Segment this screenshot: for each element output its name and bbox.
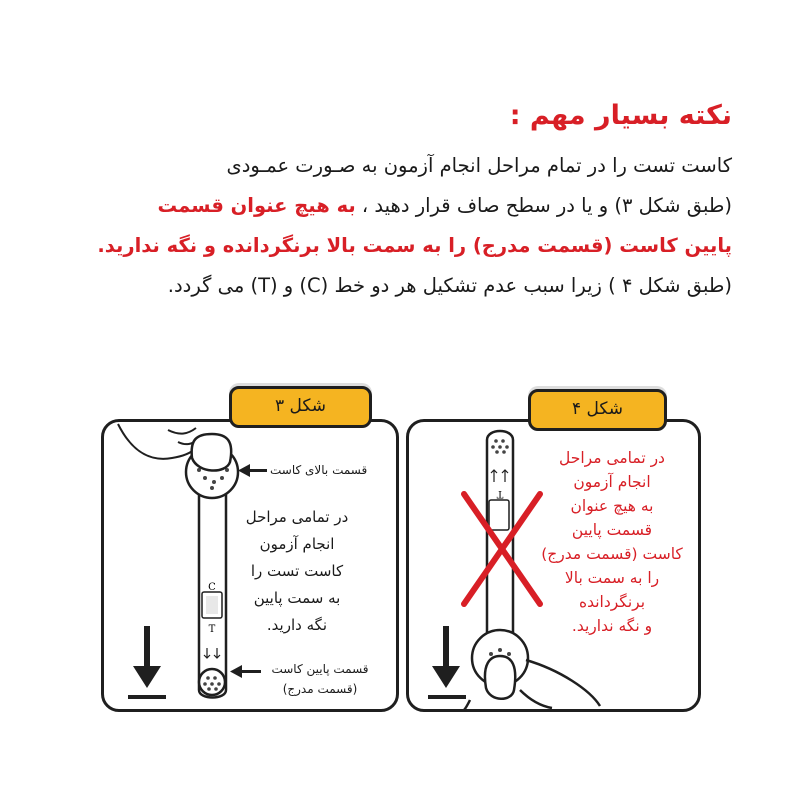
figure-4-instruction-line: انجام آزمون <box>573 473 651 491</box>
figure-3-instruction-line: نگه دارید. <box>266 616 328 634</box>
figure-4-instruction-line: به هیچ عنوان <box>570 497 654 515</box>
figure-4-instruction-line: کاست (قسمت مدرج) <box>541 545 683 563</box>
figure-4-instruction-line: قسمت پایین <box>571 521 653 539</box>
figure-4-cassette-t-label: T <box>496 488 504 499</box>
figure-3-top-label: قسمت بالای کاست <box>270 463 368 477</box>
figure-3-down-arrow-icon <box>128 626 166 699</box>
figure-4-instruction-line: در تمامی مراحل <box>559 449 665 467</box>
note-line-2-warning: به هیچ عنوان قسمت <box>157 194 356 217</box>
figure-4-instruction-line: و نگه ندارید. <box>571 617 653 635</box>
note-line-3-warning: پایین کاست (قسمت مدرج) را به سمت بالا برنگردانده و نگه ندارید. <box>97 234 732 257</box>
figure-3-cassette-t-label: T <box>208 624 216 635</box>
figure-4-cassette <box>472 431 528 686</box>
figure-4-tab: شکل ۴ <box>528 389 667 431</box>
figure-4-instruction-line: را به سمت بالا <box>564 569 660 587</box>
note-line-4: (طبق شکل ۴ ) زیرا سبب عدم تشکیل هر دو خط (C) و (T) می گردد. <box>167 274 732 297</box>
note-title: نکته بسیار مهم : <box>509 100 732 131</box>
figure-3-cassette-c-label: C <box>208 582 216 593</box>
figure-4-instruction <box>532 446 692 638</box>
note-line-2-text: (طبق شکل ۳) و یا در سطح صاف قرار دهید ، <box>355 194 732 217</box>
figure-3-bottom-label-2: (قسمت مدرج) <box>282 682 358 696</box>
figure-3-instruction-line: کاست تست را <box>250 562 344 580</box>
figure-3-instruction-line: انجام آزمون <box>259 535 335 553</box>
figure-4-instruction-line: برنگردانده <box>578 593 646 611</box>
figure-3-instruction-line: به سمت پایین <box>253 589 341 607</box>
figure-3-bottom-label-1: قسمت پایین کاست <box>271 662 369 676</box>
figure-3-instruction-line: در تمامی مراحل <box>245 508 349 526</box>
figure-4-down-arrow-icon <box>428 626 466 699</box>
figure-3-thumb <box>192 434 232 471</box>
figure-3-instruction <box>222 504 372 639</box>
note-line-1: کاست تست را در تمام مراحل انجام آزمون به صـورت عمـودی <box>226 154 732 177</box>
figure-3-hand-illustration <box>118 424 198 459</box>
figure-3-tab: شکل ۳ <box>229 386 372 428</box>
